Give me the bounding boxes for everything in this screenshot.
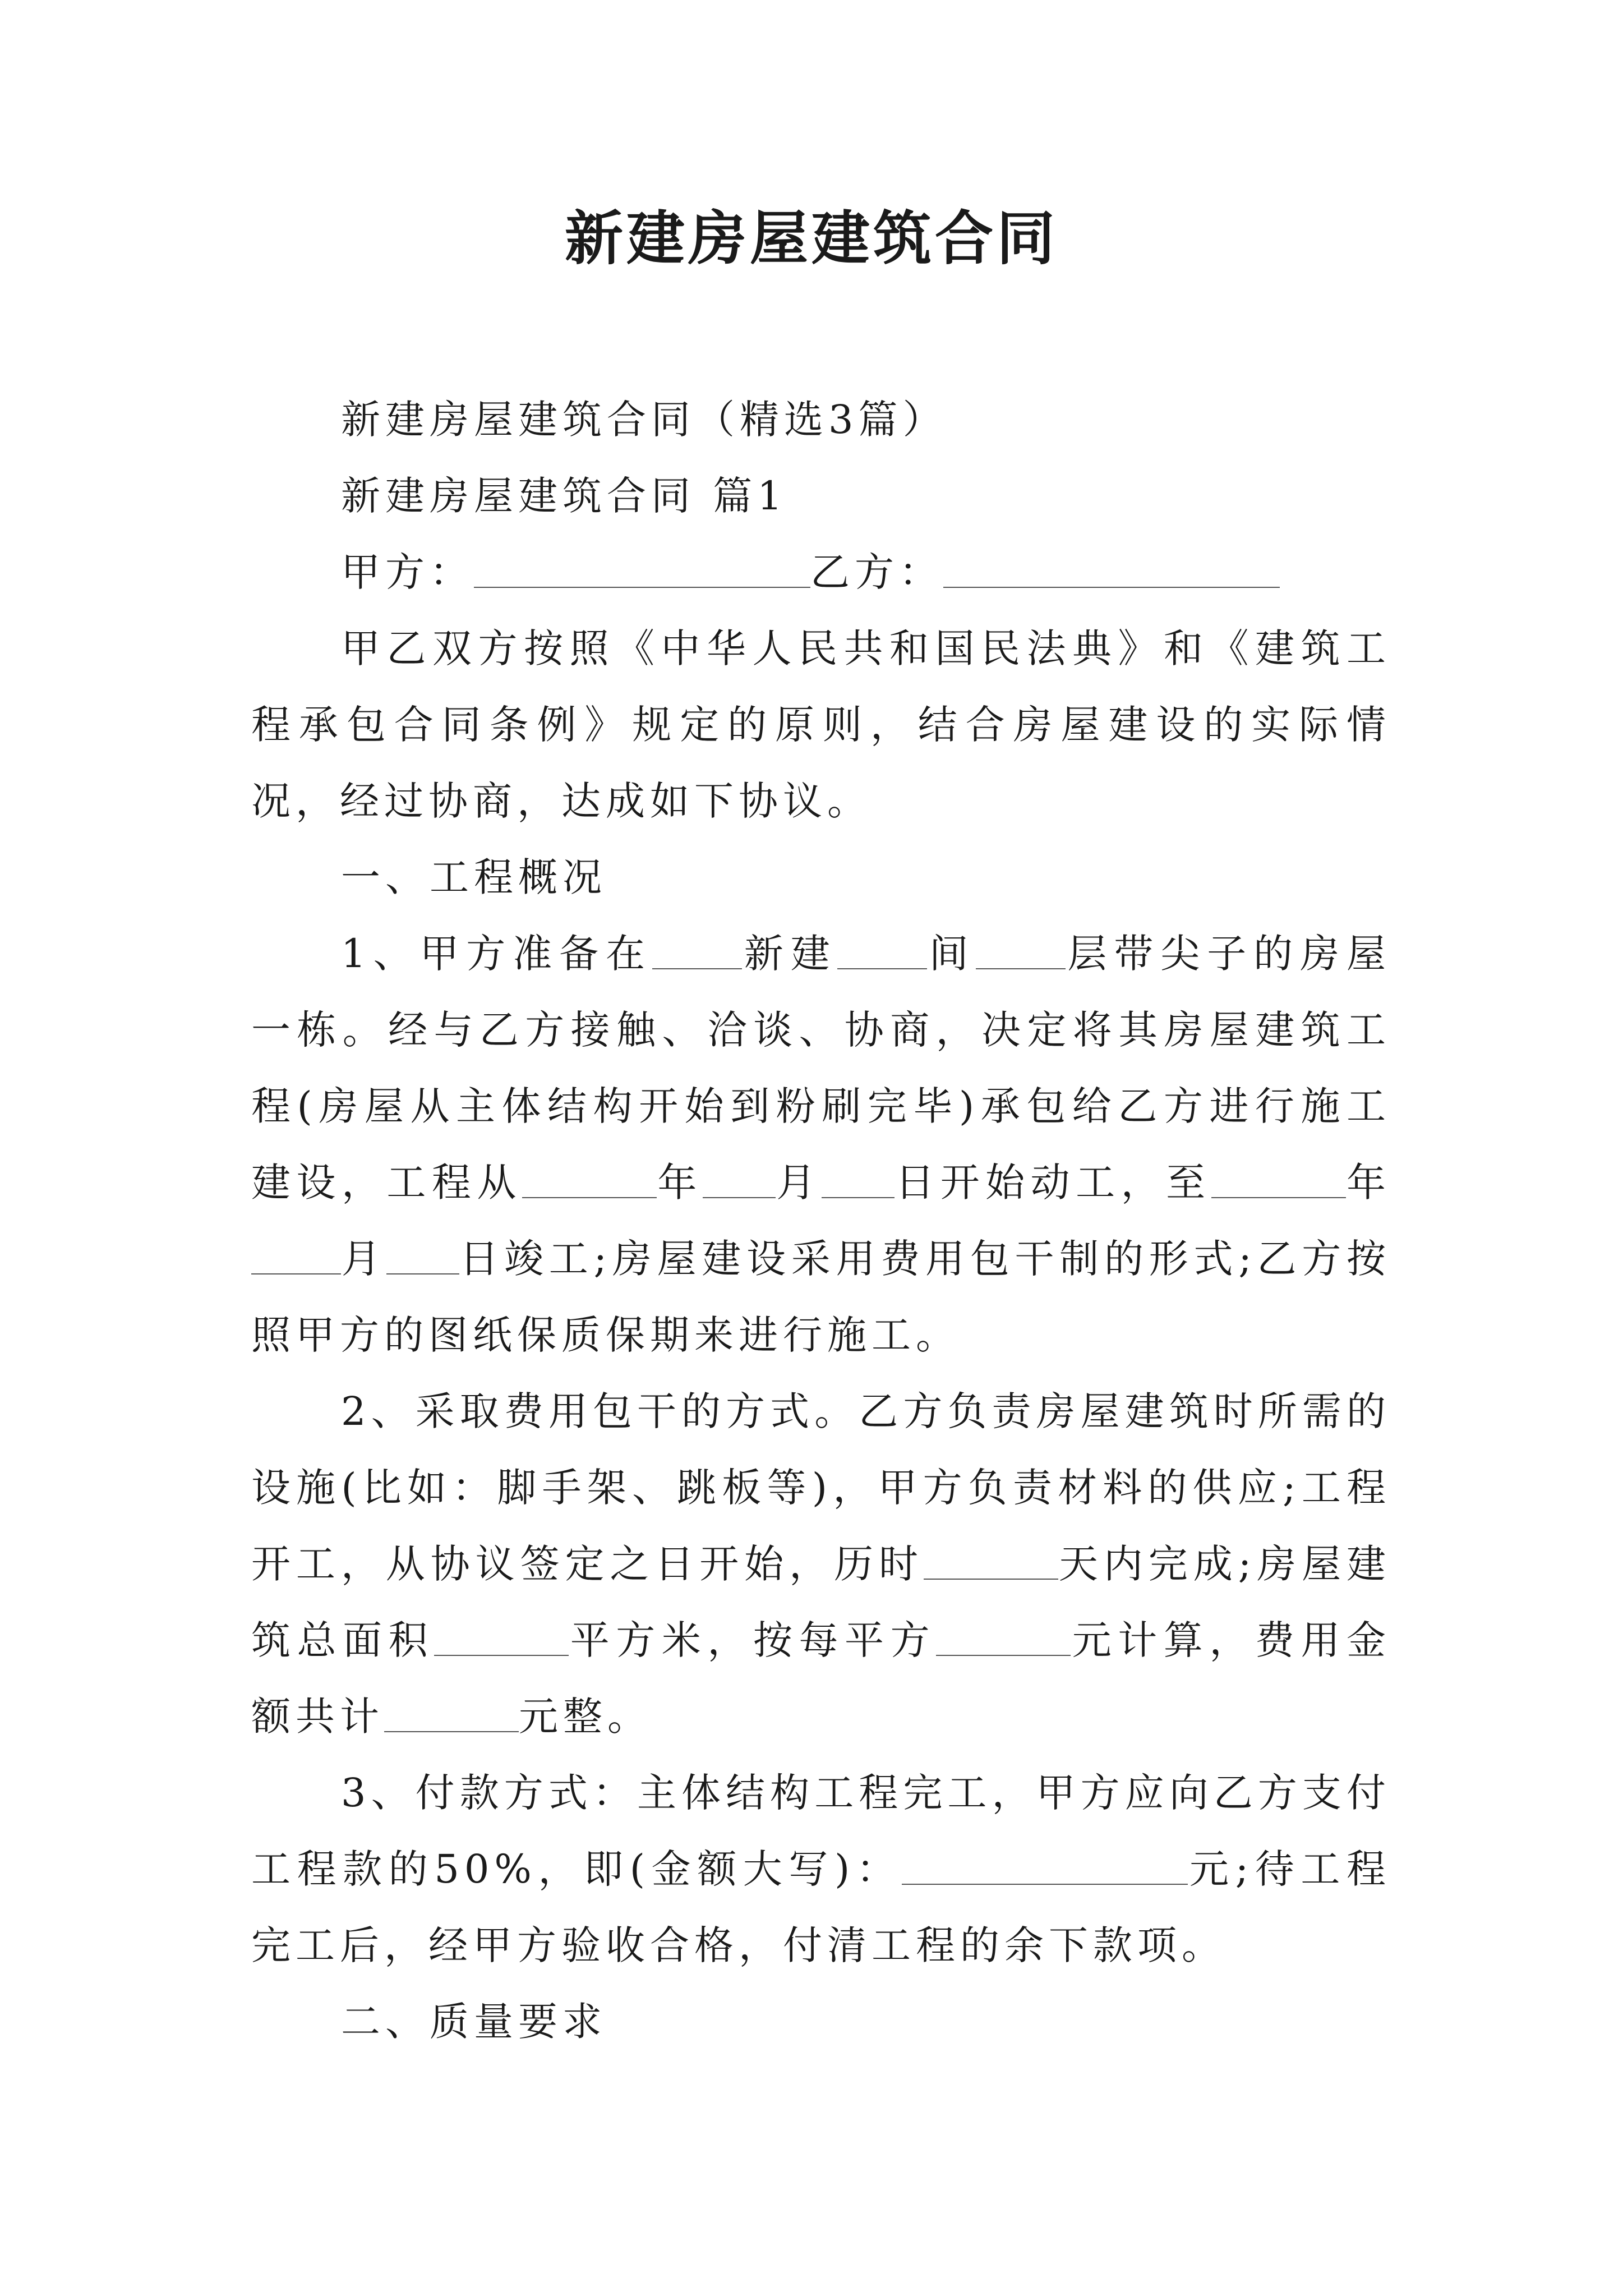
blank	[976, 931, 1066, 969]
party-b-blank	[943, 549, 1280, 588]
clause-3-text: 3、付款方式：主体结构工程完工，甲方应向乙方支付工程款的50%，即(金额大写)：	[251, 1770, 1391, 1892]
blank	[902, 1846, 1188, 1885]
clause-1-text: 年	[1345, 1159, 1391, 1205]
clause-3-text: 元;待工程完工后，经甲方验收合格，付清工程的余下款项。	[251, 1846, 1391, 1968]
blank	[386, 1236, 459, 1274]
blank	[652, 931, 742, 969]
clause-1-text: 日开始动工，至	[894, 1159, 1211, 1205]
heading-project-overview: 一、工程概况	[341, 854, 607, 900]
blank	[384, 1694, 519, 1732]
blank	[924, 1541, 1058, 1580]
blank	[822, 1159, 895, 1198]
clause-2-text: 元计算，费用金额共计	[251, 1617, 1391, 1740]
clause-1-text: 间	[926, 931, 976, 977]
clause-2-text: 天内完成;房屋建筑总面积	[251, 1541, 1391, 1663]
clause-1-text: 层带尖子的房屋一栋。经与乙方接触、洽谈、协商，决定将其房屋建筑工程(房屋从主体结构开始到粉刷完毕)承包给乙方进行施工建设，工程从	[251, 931, 1391, 1205]
clause-1-text: 1、甲方准备在	[341, 931, 652, 977]
heading-quality-requirements: 二、质量要求	[341, 1999, 607, 2045]
clause-2-text: 平方米，按每平方	[569, 1617, 937, 1663]
blank	[1211, 1159, 1346, 1198]
clause-1-text: 月	[341, 1236, 386, 1282]
document-body	[251, 381, 1391, 2060]
clause-2-text: 元整。	[519, 1694, 652, 1740]
subtitle: 新建房屋建筑合同（精选3篇）	[341, 397, 947, 443]
clause-1-text: 日竣工;房屋建设采用费用包干制的形式;乙方按照甲方的图纸保质保期来进行施工。	[251, 1236, 1391, 1358]
clause-1-paragraph	[251, 915, 1391, 1373]
clause-1-text: 年	[656, 1159, 703, 1205]
blank	[434, 1617, 569, 1656]
blank	[837, 931, 927, 969]
intro-paragraph: 甲乙双方按照《中华人民共和国民法典》和《建筑工程承包合同条例》规定的原则，结合房屋建设的实际情况，经过协商，达成如下协议。	[251, 625, 1391, 824]
party-a-blank	[474, 549, 810, 588]
party-a-label: 甲方：	[341, 549, 474, 595]
blank	[251, 1236, 341, 1274]
clause-2-text: 2、采取费用包干的方式。乙方负责房屋建筑时所需的设施(比如：脚手架、跳板等)，甲方负责材料的供应;工程开工，从协议签定之日开始，历时	[251, 1388, 1391, 1587]
party-b-label: 乙方：	[810, 549, 943, 595]
blank	[703, 1159, 776, 1198]
blank	[522, 1159, 657, 1198]
clause-2-paragraph	[251, 1373, 1391, 1755]
clause-3-paragraph	[251, 1755, 1391, 1984]
clause-1-text: 新建	[741, 931, 837, 977]
clause-1-text: 月	[775, 1159, 822, 1205]
parties-line	[251, 534, 1391, 610]
section-heading: 新建房屋建筑合同 篇1	[341, 473, 787, 519]
blank	[936, 1617, 1071, 1656]
document-title: 新建房屋建筑合同	[564, 204, 1058, 273]
